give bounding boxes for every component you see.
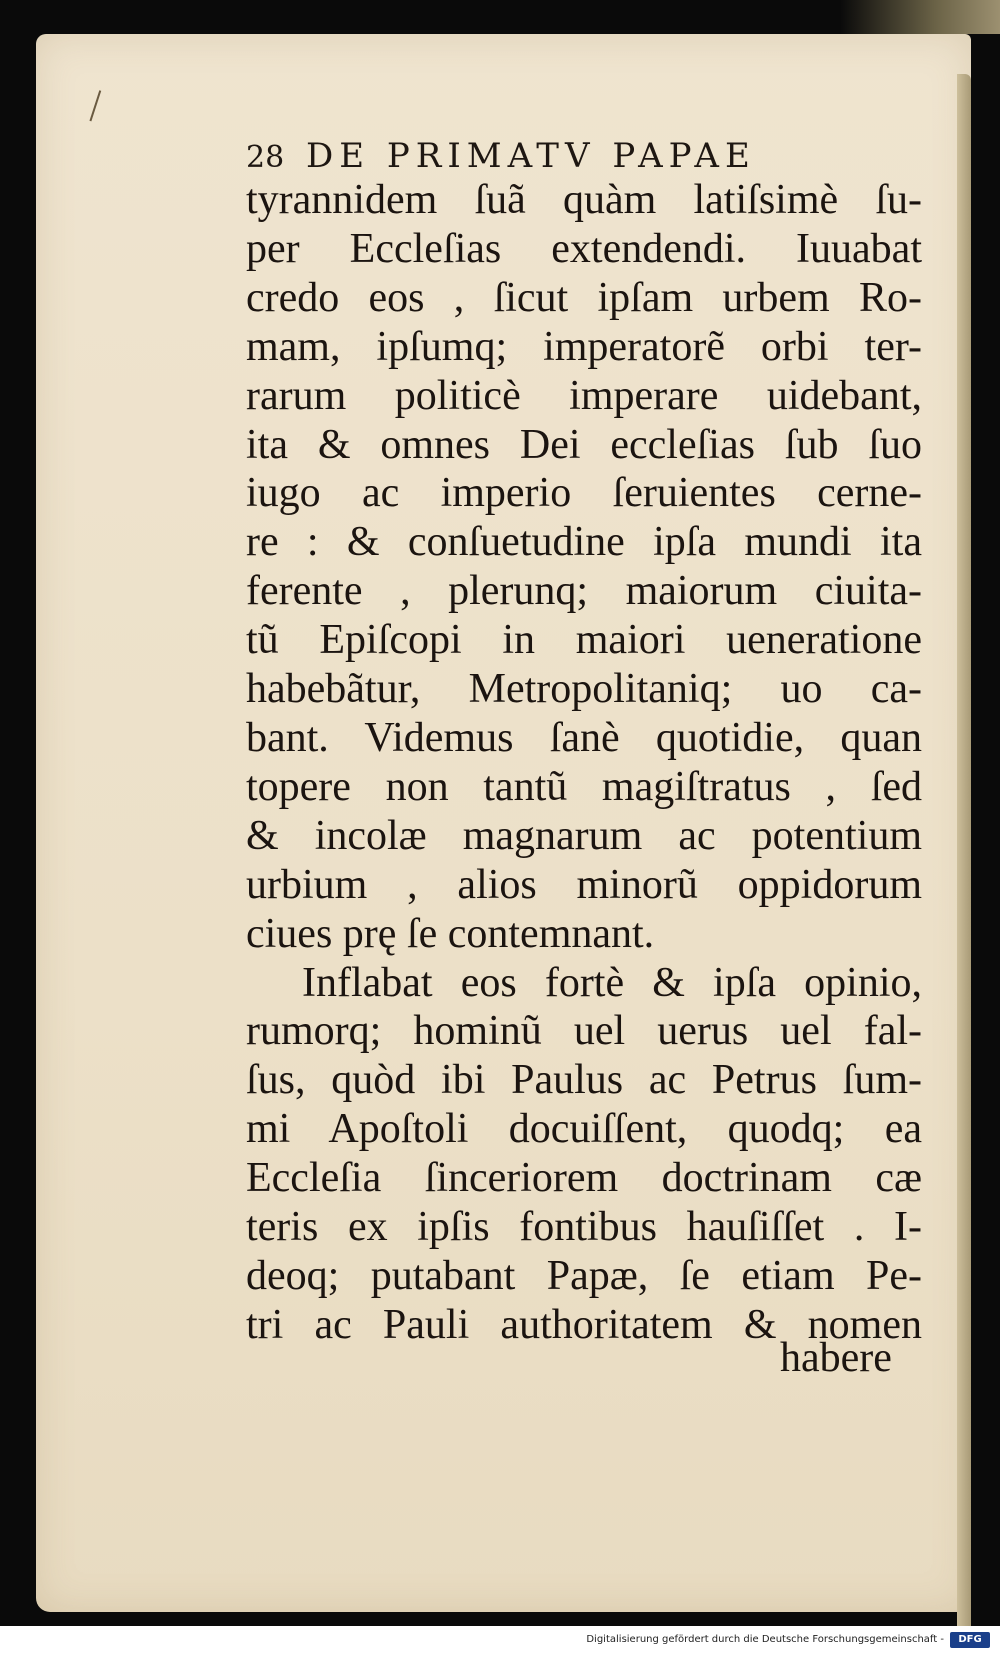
text-line: ciues prę ſe contemnant.	[246, 910, 655, 957]
text-line: tũ Epiſcopi in maiori ueneratione	[246, 617, 922, 664]
text-line: mi Apoſtoli docuiſſent, quodq; ea	[246, 1106, 922, 1153]
text-line: per Eccleſias extendendi. Iuuabat	[246, 225, 922, 272]
text-line: deoq; putabant Papæ, ſe etiam Pe-	[246, 1252, 922, 1299]
body-text	[246, 176, 922, 1350]
text-line: habebãtur, Metropolitaniq; uo ca-	[246, 666, 922, 713]
text-line: iugo ac imperio ſeruientes cerne-	[246, 470, 922, 517]
text-line: ita & omnes Dei eccleſias ſub ſuo	[246, 421, 922, 468]
page-number: 28	[246, 140, 285, 175]
text-line: Eccleſia ſinceriorem doctrinam cæ	[246, 1155, 922, 1202]
text-line: tyrannidem ſuã quàm latiſsimè ſu-	[246, 177, 922, 223]
text-line: ſus, quòd ibi Paulus ac Petrus ſum-	[246, 1057, 922, 1104]
text-line: topere non tantũ magiſtratus , ſed	[246, 763, 922, 810]
footer-credit: Digitalisierung gefördert durch die Deutsche Forschungsgemeinschaft -	[586, 1634, 944, 1645]
catchword: habere	[780, 1335, 892, 1381]
text-line: mam, ipſumq; imperatorẽ orbi ter-	[246, 323, 922, 370]
text-line: urbium , alios minorũ oppidorum	[246, 861, 922, 908]
running-title: DE PRIMATV PAPAE	[306, 136, 756, 176]
text-line: credo eos , ſicut ipſam urbem Ro-	[246, 274, 922, 321]
text-line: & incolæ magnarum ac potentium	[246, 812, 922, 859]
text-line: Inflabat eos fortè & ipſa opinio,	[302, 959, 922, 1006]
text-line: tri ac Pauli authoritatem & nomen	[246, 1301, 922, 1348]
text-line: ferente , plerunq; maiorum ciuita-	[246, 568, 922, 615]
text-line: re : & conſuetudine ipſa mundi ita	[246, 519, 922, 566]
page-edge	[957, 74, 971, 1634]
footer-bar	[0, 1626, 1000, 1661]
text-line: rumorq; hominũ uel uerus uel fal-	[246, 1008, 922, 1055]
dfg-logo: DFG	[950, 1632, 990, 1648]
text-line: teris ex ipſis fontibus hauſiſſet . I-	[246, 1204, 922, 1251]
text-line: bant. Videmus ſanè quotidie, quan	[246, 714, 922, 761]
pencil-mark	[89, 90, 114, 125]
text-line: rarum politicè imperare uidebant,	[246, 372, 922, 419]
page-header	[246, 136, 856, 180]
book-edge	[840, 0, 1000, 34]
